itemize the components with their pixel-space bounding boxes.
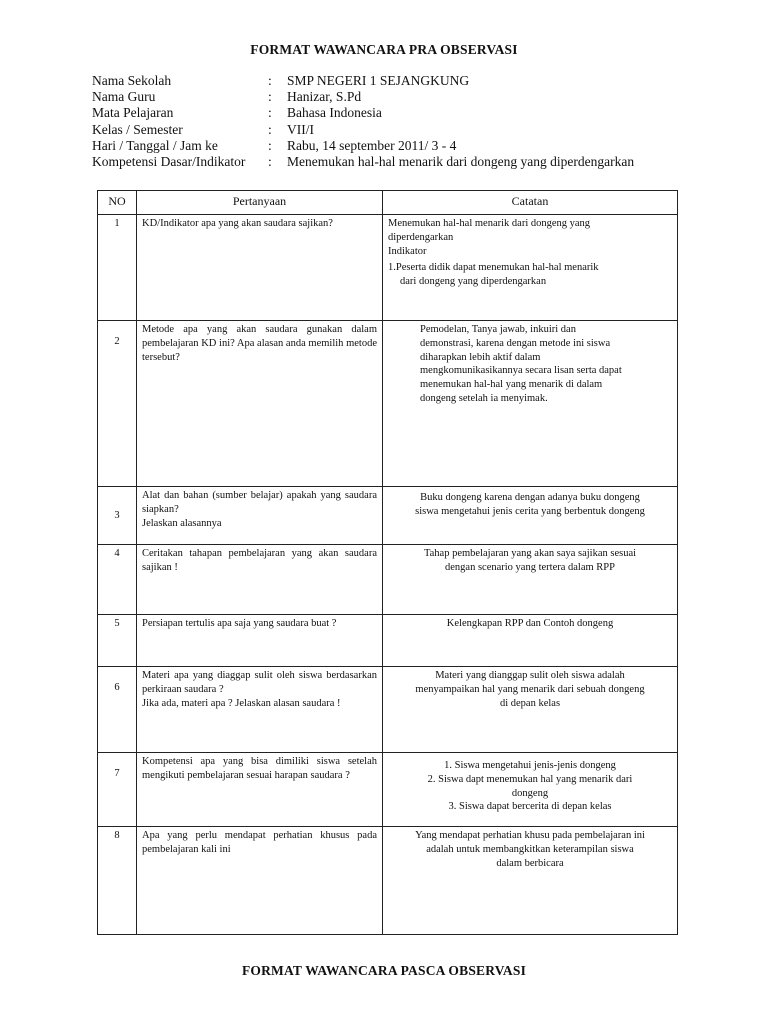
note-line: dari dongeng yang diperdengarkan bbox=[400, 276, 547, 288]
table-row bbox=[98, 215, 678, 321]
table-row bbox=[98, 667, 678, 753]
info-value: Rabu, 14 september 2011/ 3 - 4 bbox=[287, 137, 457, 153]
info-colon: : bbox=[268, 89, 272, 105]
row-question: Metode apa yang akan saudara gunakan dalam pembelajaran KD ini? Apa alasan anda memilih metode tersebut? bbox=[137, 321, 383, 487]
table-row bbox=[98, 615, 678, 667]
table-row bbox=[98, 545, 678, 615]
row-number: 2 bbox=[98, 321, 137, 487]
row-note bbox=[383, 615, 678, 667]
row-question: Persiapan tertulis apa saja yang saudara buat ? bbox=[137, 615, 383, 667]
question-line: Alat dan bahan (sumber belajar) apakah yang saudara siapkan? bbox=[142, 490, 377, 515]
info-colon: : bbox=[268, 73, 272, 88]
note-line: dongeng setelah ia menyimak. bbox=[420, 392, 548, 404]
row-question bbox=[137, 667, 383, 753]
page-title: FORMAT WAWANCARA PRA OBSERVASI bbox=[250, 42, 518, 57]
row-note bbox=[383, 753, 678, 827]
note-line: Yang mendapat perhatian khusu pada pembelajaran ini bbox=[415, 830, 645, 841]
row-note bbox=[383, 321, 678, 487]
table-row bbox=[98, 321, 678, 487]
info-row-subject bbox=[92, 105, 732, 121]
info-label: Hari / Tanggal / Jam ke bbox=[92, 137, 218, 153]
note-line: Pemodelan, Tanya jawab, inkuiri dan bbox=[420, 324, 576, 335]
header-question: Pertanyaan bbox=[137, 191, 383, 215]
info-value: SMP NEGERI 1 SEJANGKUNG bbox=[287, 73, 470, 88]
row-question: KD/Indikator apa yang akan saudara sajikan? bbox=[137, 215, 383, 321]
note-line: 2. Siswa dapt menemukan hal yang menarik dari bbox=[427, 773, 633, 785]
row-number: 1 bbox=[98, 215, 137, 321]
note-line: Menemukan hal-hal menarik dari dongeng yang bbox=[388, 218, 591, 229]
note-line: diperdengarkan bbox=[388, 231, 454, 243]
row-number: 4 bbox=[98, 545, 137, 615]
table-header-row bbox=[98, 191, 678, 215]
row-number: 3 bbox=[98, 487, 137, 545]
table-row bbox=[98, 827, 678, 935]
info-label: Kompetensi Dasar/Indikator bbox=[92, 153, 246, 169]
row-number: 5 bbox=[98, 615, 137, 667]
info-row-teacher bbox=[92, 89, 732, 105]
row-note bbox=[383, 545, 678, 615]
note-line: Buku dongeng karena dengan adanya buku dongeng bbox=[420, 492, 640, 503]
info-value: VII/I bbox=[287, 121, 314, 137]
info-value: Menemukan hal-hal menarik dari dongeng yang diperdengarkan bbox=[287, 153, 635, 169]
table-row bbox=[98, 753, 678, 827]
note-line: dalam berbicara bbox=[496, 857, 564, 869]
info-label: Kelas / Semester bbox=[92, 121, 183, 137]
row-question: Kompetensi apa yang bisa dimiliki siswa setelah mengikuti pembelajaran sesuai harapan saudara ? bbox=[137, 753, 383, 827]
info-colon: : bbox=[268, 153, 272, 169]
header-no: NO bbox=[98, 191, 137, 215]
info-colon: : bbox=[268, 137, 272, 153]
note-line: 1.Peserta didik dapat menemukan hal-hal menarik bbox=[388, 262, 599, 274]
row-note bbox=[383, 827, 678, 935]
note-line: dengan scenario yang tertera dalam RPP bbox=[445, 561, 615, 573]
row-question: Ceritakan tahapan pembelajaran yang akan saudara sajikan ! bbox=[137, 545, 383, 615]
question-line: Jelaskan alasannya bbox=[142, 517, 222, 529]
row-note bbox=[383, 487, 678, 545]
note-line: Indikator bbox=[388, 245, 427, 257]
info-row-competency bbox=[92, 154, 732, 170]
note-line: di depan kelas bbox=[499, 697, 561, 709]
info-row-school bbox=[92, 73, 732, 89]
info-label: Mata Pelajaran bbox=[92, 105, 174, 121]
note-line: adalah untuk membangkitkan keterampilan siswa bbox=[426, 843, 634, 855]
note-line: dongeng bbox=[511, 787, 549, 799]
question-line: Materi apa yang diaggap sulit oleh siswa berdasarkan perkiraan saudara ? bbox=[142, 670, 377, 695]
note-line: Tahap pembelajaran yang akan saya sajikan sesuai bbox=[423, 548, 637, 559]
info-block bbox=[92, 73, 732, 170]
row-number: 6 bbox=[98, 667, 137, 753]
row-note bbox=[383, 667, 678, 753]
row-question bbox=[137, 487, 383, 545]
note-line: Kelengkapan RPP dan Contoh dongeng bbox=[446, 618, 614, 629]
note-line: menemukan hal-hal yang menarik di dalam bbox=[420, 379, 603, 391]
info-label: Nama Guru bbox=[92, 89, 156, 105]
interview-table bbox=[97, 190, 678, 935]
row-question: Apa yang perlu mendapat perhatian khusus pada pembelajaran kali ini bbox=[137, 827, 383, 935]
row-note bbox=[383, 215, 678, 321]
info-label: Nama Sekolah bbox=[92, 73, 172, 88]
note-line: diharapkan lebih aktif dalam bbox=[420, 351, 541, 363]
note-line: siswa mengetahui jenis cerita yang berbentuk dongeng bbox=[415, 505, 645, 517]
note-line: 3. Siswa dapat bercerita di depan kelas bbox=[448, 801, 612, 813]
info-colon: : bbox=[268, 121, 272, 137]
info-row-class bbox=[92, 122, 732, 138]
note-line: 1. Siswa mengetahui jenis-jenis dongeng bbox=[444, 760, 616, 771]
header-note: Catatan bbox=[383, 191, 678, 215]
row-number: 8 bbox=[98, 827, 137, 935]
note-line: demonstrasi, karena dengan metode ini siswa bbox=[420, 337, 611, 349]
table-row bbox=[98, 487, 678, 545]
question-line: Jika ada, materi apa ? Jelaskan alasan saudara ! bbox=[142, 697, 341, 709]
info-row-date bbox=[92, 138, 732, 154]
row-number: 7 bbox=[98, 753, 137, 827]
next-section-title: FORMAT WAWANCARA PASCA OBSERVASI bbox=[241, 963, 527, 978]
note-line: mengkomunikasikannya secara lisan serta dapat bbox=[420, 365, 622, 377]
info-value: Hanizar, S.Pd bbox=[287, 89, 362, 105]
note-line: Materi yang dianggap sulit oleh siswa adalah bbox=[435, 670, 625, 681]
info-colon: : bbox=[268, 105, 272, 121]
note-line: menyampaikan hal yang menarik dari sebuah dongeng bbox=[415, 683, 645, 695]
info-value: Bahasa Indonesia bbox=[287, 105, 382, 121]
